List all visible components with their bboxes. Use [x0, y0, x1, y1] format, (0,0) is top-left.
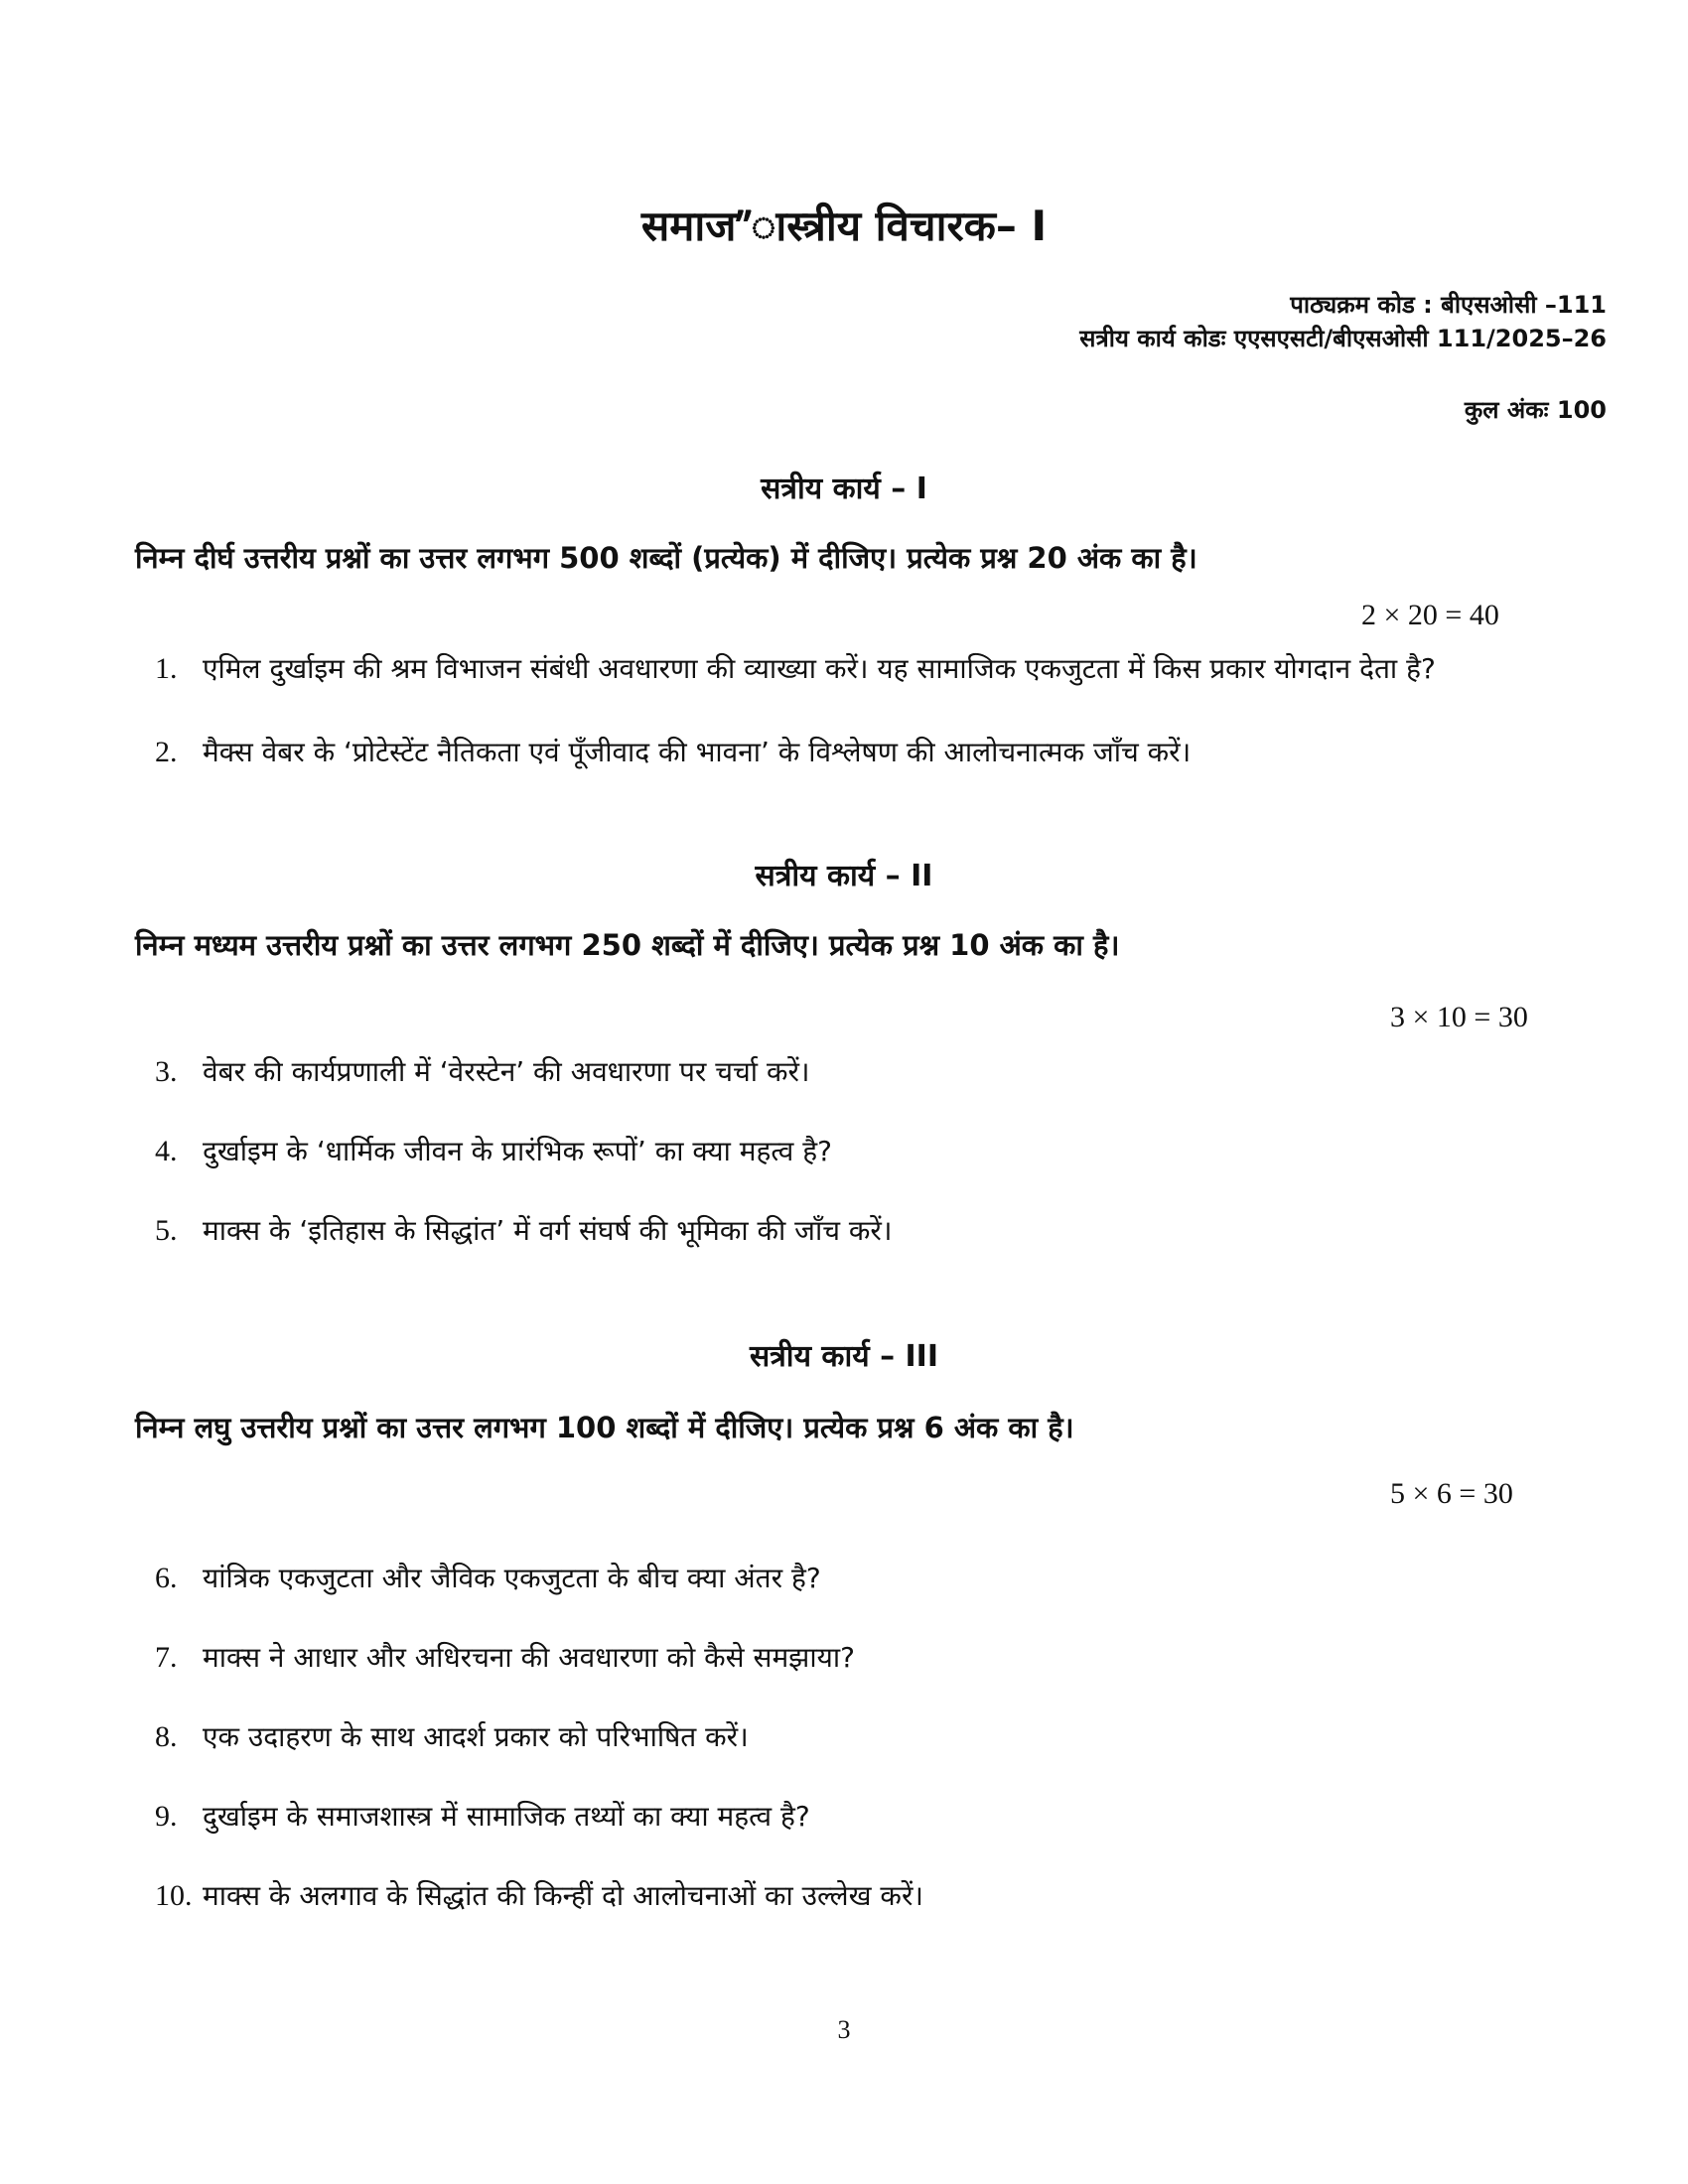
question-item [155, 735, 1615, 770]
question-number: 2. [155, 736, 178, 768]
question-text: एमिल दुर्खाइम की श्रम विभाजन संबंधी अवधारणा की व्याख्या करें। यह सामाजिक एकजुटता में किस प्रकार योगदान देता है? [203, 652, 1436, 685]
question-number: 1. [155, 652, 178, 685]
section-marks-2: 3 × 10 = 30 [1390, 1001, 1528, 1033]
question-text: माक्स के ‘इतिहास के सिद्धांत’ में वर्ग संघर्ष की भूमिका की जाँच करें। [203, 1214, 893, 1247]
section-instruction-1: निम्न दीर्घ उत्तरीय प्रश्नों का उत्तर लगभग 500 शब्दों (प्रत्येक) में दीजिए। प्रत्येक प्रश्न 20 अंक का है। [135, 541, 1197, 575]
total-marks: कुल अंकः 100 [1464, 396, 1607, 424]
page-number: 3 [837, 2015, 851, 2044]
question-item [155, 1719, 1615, 1755]
question-text: माक्स ने आधार और अधिरचना की अवधारणा को कैसे समझाया? [203, 1641, 855, 1674]
section-instruction-2: निम्न मध्यम उत्तरीय प्रश्नों का उत्तर लगभग 250 शब्दों में दीजिए। प्रत्येक प्रश्न 10 अंक का है। [135, 928, 1120, 962]
question-number: 8. [155, 1720, 178, 1753]
question-number: 6. [155, 1562, 178, 1594]
question-item [155, 1561, 1615, 1596]
section-heading-2: सत्रीय कार्य – II [755, 859, 933, 893]
section-instruction-3: निम्न लघु उत्तरीय प्रश्नों का उत्तर लगभग 100 शब्दों में दीजिए। प्रत्येक प्रश्न 6 अंक का है। [135, 1411, 1074, 1444]
question-item [155, 1878, 1615, 1914]
question-item [155, 651, 1615, 687]
question-number: 7. [155, 1641, 178, 1674]
question-text: दुर्खाइम के समाजशास्त्र में सामाजिक तथ्यों का क्या महत्व है? [203, 1800, 810, 1833]
question-text: मैक्स वेबर के ‘प्रोटेस्टेंट नैतिकता एवं पूँजीवाद की भावना’ के विश्लेषण की आलोचनात्मक जाँच करें। [203, 736, 1192, 768]
question-number: 10. [155, 1879, 193, 1912]
question-text: यांत्रिक एकजुटता और जैविक एकजुटता के बीच क्या अंतर है? [203, 1562, 821, 1594]
section-marks-3: 5 × 6 = 30 [1390, 1477, 1513, 1510]
question-text: एक उदाहरण के साथ आदर्श प्रकार को परिभाषित करें। [203, 1720, 749, 1753]
question-item [155, 1640, 1615, 1676]
question-text: माक्स के अलगाव के सिद्धांत की किन्हीं दो आलोचनाओं का उल्लेख करें। [203, 1879, 924, 1912]
section-marks-1: 2 × 20 = 40 [1361, 599, 1499, 631]
question-item [155, 1054, 1615, 1090]
question-item [155, 1213, 1615, 1249]
course-code: पाठ्यक्रम कोड : बीएसओसी –111 [1290, 291, 1607, 319]
section-heading-1: सत्रीय कार्य – I [761, 472, 927, 506]
page-title: समाज”ास्त्रीय विचारक– I [640, 202, 1048, 250]
section-heading-3: सत्रीय कार्य – III [749, 1339, 939, 1374]
question-item [155, 1134, 1615, 1169]
question-text: वेबर की कार्यप्रणाली में ‘वेरस्टेन’ की अवधारणा पर चर्चा करें। [203, 1055, 810, 1088]
question-number: 4. [155, 1135, 178, 1167]
question-text: दुर्खाइम के ‘धार्मिक जीवन के प्रारंभिक रूपों’ का क्या महत्व है? [203, 1135, 832, 1167]
question-item [155, 1799, 1615, 1835]
question-number: 5. [155, 1214, 178, 1247]
assignment-code: सत्रीय कार्य कोडः एएसएसटी/बीएसओसी 111/2025–26 [1079, 325, 1607, 352]
question-number: 9. [155, 1800, 178, 1833]
question-number: 3. [155, 1055, 178, 1088]
